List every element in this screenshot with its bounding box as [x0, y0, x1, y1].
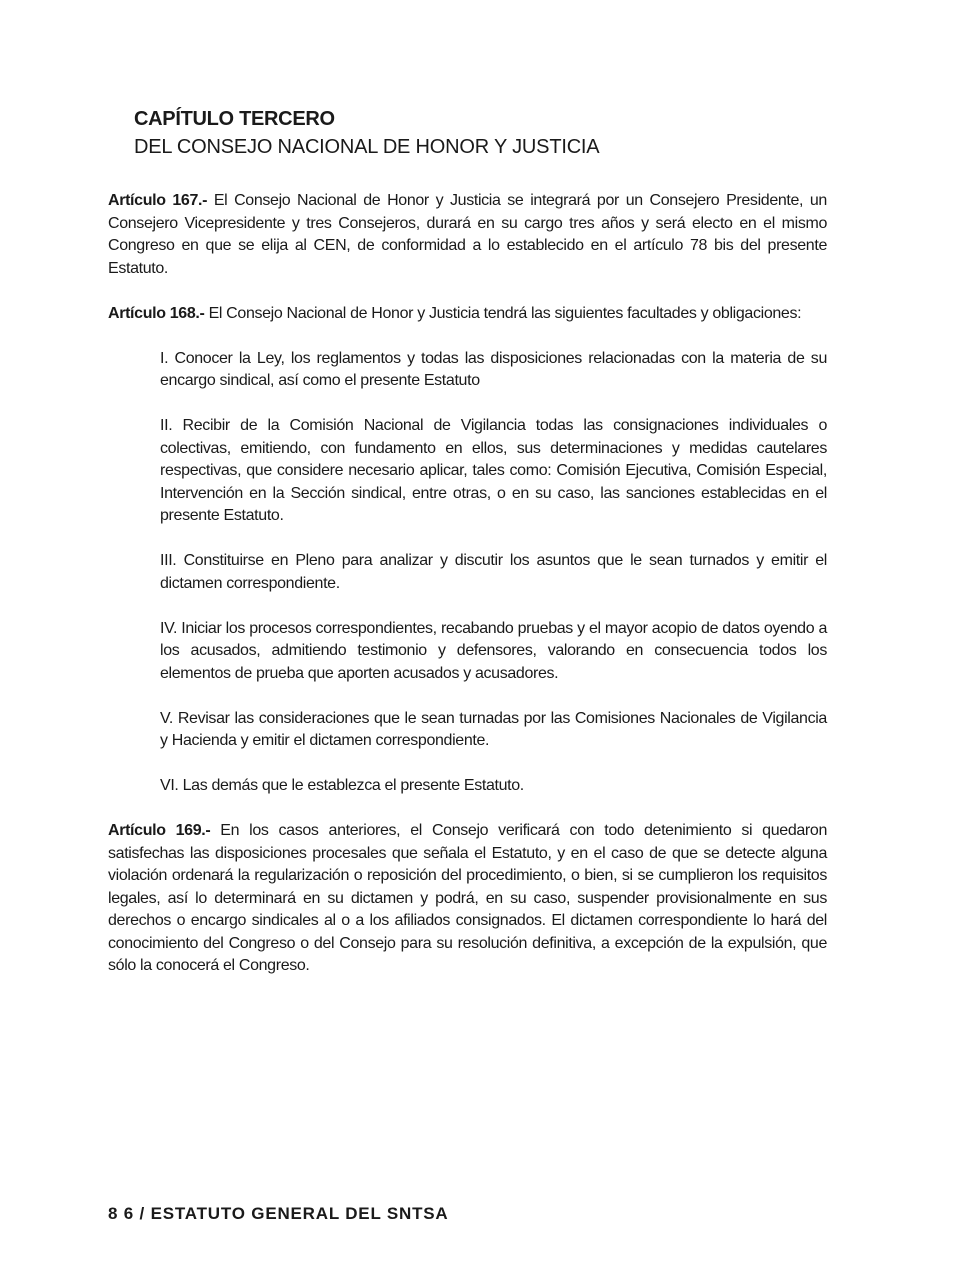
article-label: Artículo 169.-: [108, 822, 211, 839]
article-167: [108, 190, 827, 280]
list-item: V. Revisar las consideraciones que le sean turnadas por las Comisiones Nacionales de Vigilancia y Hacienda y emitir el dictamen correspondiente.: [160, 709, 827, 749]
article-label: Artículo 168.-: [108, 304, 205, 322]
chapter-heading: [134, 105, 599, 161]
document-body: [108, 190, 827, 1000]
list-item: III. Constituirse en Pleno para analizar y discutir los asuntos que le sean turnados y emitir el dictamen correspondiente.: [160, 552, 827, 592]
page-footer: 8 6 / ESTATUTO GENERAL DEL SNTSA: [108, 1204, 449, 1223]
chapter-title: CAPÍTULO TERCERO: [134, 108, 335, 130]
article-label: Artículo 167.-: [108, 192, 208, 209]
article-text: El Consejo Nacional de Honor y Justicia tendrá las siguientes facultades y obligaciones:: [204, 304, 802, 322]
article-169: [108, 820, 827, 978]
list-item: VI. Las demás que le establezca el presente Estatuto.: [160, 777, 524, 794]
list-item: IV. Iniciar los procesos correspondientes, recabando pruebas y el mayor acopio de datos oyendo a los acusados, admitiendo testimonio y defensores, valorando en consecuencia todos los elementos de prueba que aporten acusados y acusadores.: [160, 619, 827, 682]
article-168: [108, 303, 827, 326]
list-item: II. Recibir de la Comisión Nacional de Vigilancia todas las consignaciones individuales o colectivas, emitiendo, con fundamento en ellos, sus determinaciones y medidas cautelares respectivas, que considere necesario aplicar, tales como: Comisión Ejecutiva, Comisión Especial, Intervención en la Sección sindical, entre otras, o en su caso, las sanciones establecidas en el presente Estatuto.: [160, 417, 827, 524]
article-text: El Consejo Nacional de Honor y Justicia se integrará por un Consejero Presidente, un Consejero Vicepresidente y tres Consejeros, durará en su cargo tres años y será electo en el mismo Congreso en que se elija al CEN, de conformidad a lo establecido en el artículo 78 bis del presente Estatuto.: [108, 192, 827, 277]
chapter-subtitle: DEL CONSEJO NACIONAL DE HONOR Y JUSTICIA: [134, 136, 600, 158]
article-text: En los casos anteriores, el Consejo verificará con todo detenimiento si quedaron satisfechas las disposiciones procesales que señala el Estatuto, y en el caso de que se detecte alguna violación ordenará la regularización o reposición del procedimiento, o bien, si se cumplieron los requisitos legales, así lo determinará en su dictamen y podrá, en su caso, suspender provisionalmente en sus derechos o encargo sindicales al o a los afiliados consignados. El dictamen correspondiente lo hará del conocimiento del Congreso o del Consejo para su resolución definitiva, a excepción de la expulsión, que sólo la conocerá el Congreso.: [108, 822, 827, 974]
list-item: I. Conocer la Ley, los reglamentos y todas las disposiciones relacionadas con la materia de su encargo sindical, así como el presente Estatuto: [160, 349, 827, 389]
